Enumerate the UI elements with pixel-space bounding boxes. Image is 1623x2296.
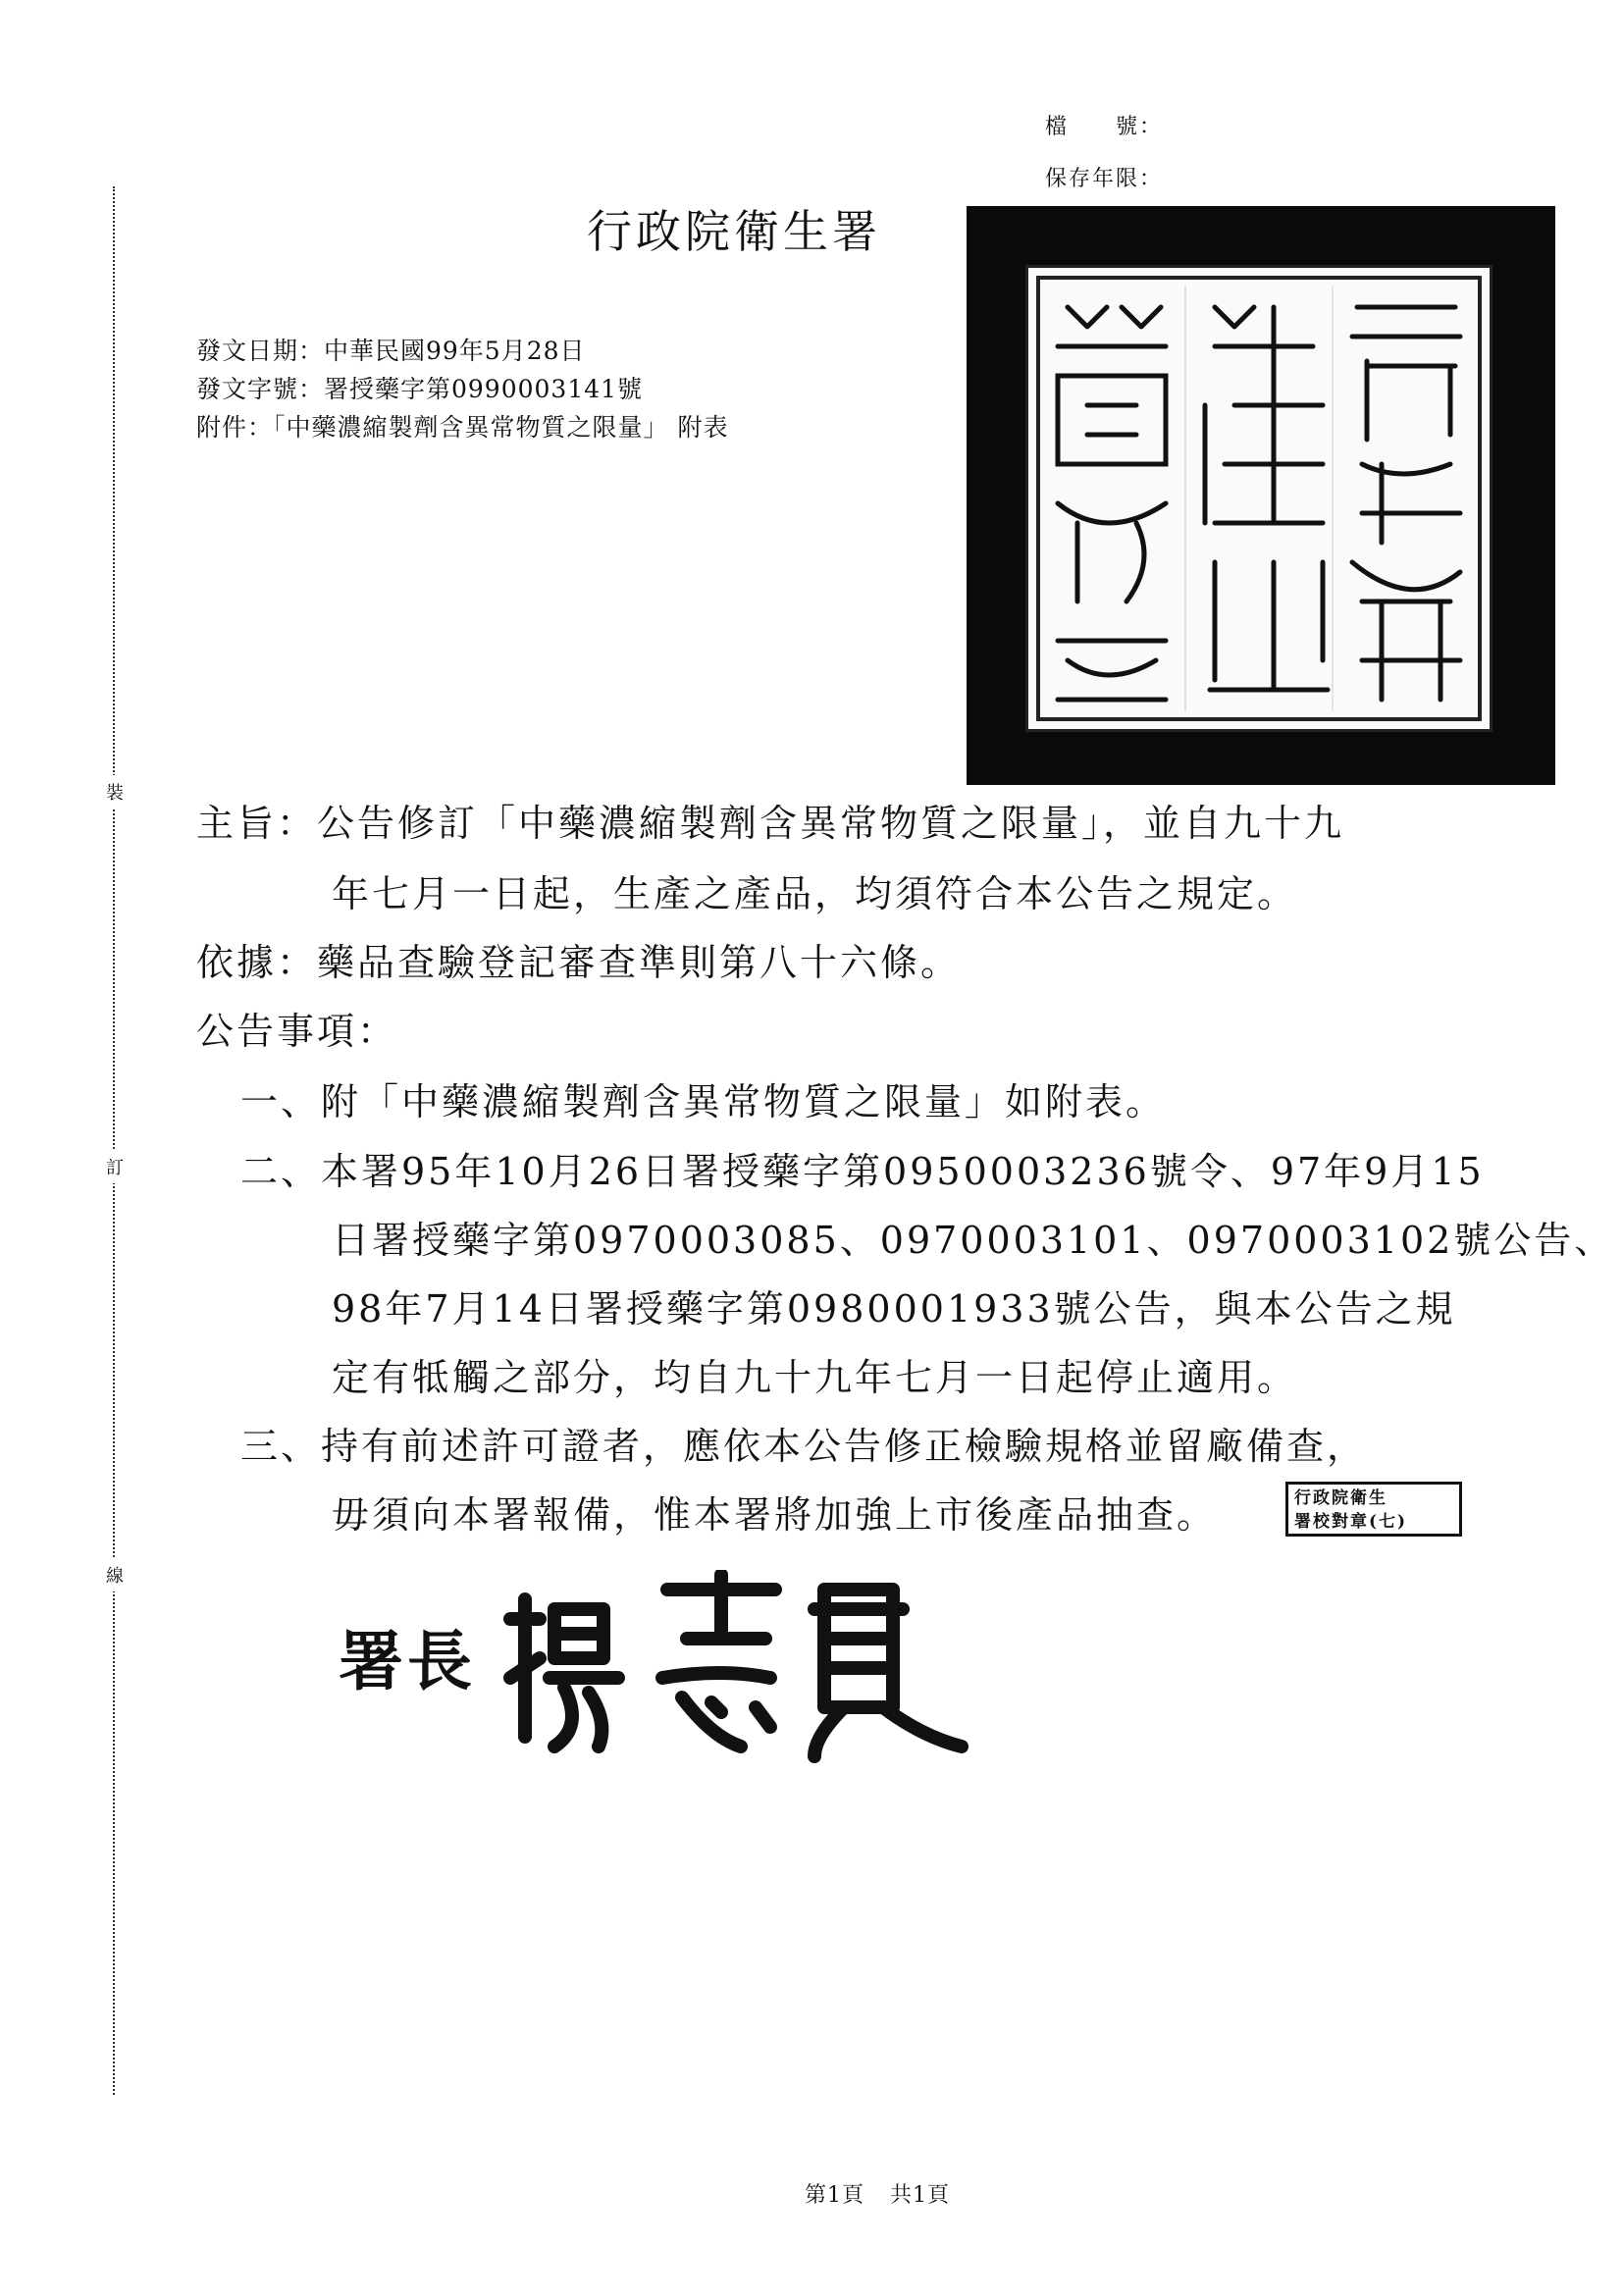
archive-number-label: 檔 號： xyxy=(1045,115,1164,139)
binding-mark-staple: 訂 xyxy=(106,1150,124,1183)
item-2-line-4: 定有牴觸之部分，均自九十九年七月一日起停止適用。 xyxy=(332,1356,1298,1399)
seal-face xyxy=(1025,265,1492,732)
item-3-line-2: 毋須向本署報備，惟本署將加強上市後產品抽查。 xyxy=(332,1493,1218,1537)
director-title: 署長 xyxy=(339,1623,476,1699)
subject-line-1: 主旨：公告修訂「中藥濃縮製劑含異常物質之限量」，並自九十九 xyxy=(196,802,1345,845)
retention-period-label: 保存年限： xyxy=(1045,167,1164,191)
issue-date: 發文日期：中華民國99年5月28日 xyxy=(196,337,586,365)
page-indicator xyxy=(805,2178,975,2209)
proofreading-stamp xyxy=(1285,1482,1462,1537)
official-seal xyxy=(967,206,1555,785)
page-total: 共1頁 xyxy=(890,2183,950,2208)
items-heading: 公告事項： xyxy=(196,1010,398,1053)
agency-name: 行政院衛生署 xyxy=(587,205,881,258)
item-1: 一、附「中藥濃縮製劑含異常物質之限量」如附表。 xyxy=(240,1080,1167,1123)
item-2-line-3: 98年7月14日署授藥字第0980001933號公告，與本公告之規 xyxy=(332,1287,1456,1331)
page-number: 第1頁 xyxy=(805,2183,864,2208)
binding-mark-bind: 裝 xyxy=(106,775,124,809)
proofreading-stamp-line-2: 署校對章(七) xyxy=(1294,1512,1408,1532)
item-3-line-1: 三、持有前述許可證者，應依本公告修正檢驗規格並留廠備查， xyxy=(240,1425,1368,1468)
seal-glyphs-icon xyxy=(1028,268,1490,729)
basis-line: 依據：藥品查驗登記審查準則第八十六條。 xyxy=(196,941,962,984)
proofreading-stamp-line-1: 行政院衛生 xyxy=(1294,1488,1387,1508)
subject-line-2: 年七月一日起，生產之產品，均須符合本公告之規定。 xyxy=(332,872,1298,915)
item-2-line-1: 二、本署95年10月26日署授藥字第0950003236號令、97年9月15 xyxy=(240,1150,1485,1193)
attachment-line: 附件：「中藥濃縮製劑含異常物質之限量」 附表 xyxy=(196,413,729,442)
issue-number: 發文字號：署授藥字第0990003141號 xyxy=(196,375,644,403)
item-2-line-2: 日署授藥字第0970003085、0970003101、0970003102號公告、 xyxy=(332,1219,1615,1262)
director-signature xyxy=(491,1570,971,1766)
binding-line xyxy=(113,186,115,2095)
binding-mark-line: 線 xyxy=(106,1558,124,1592)
